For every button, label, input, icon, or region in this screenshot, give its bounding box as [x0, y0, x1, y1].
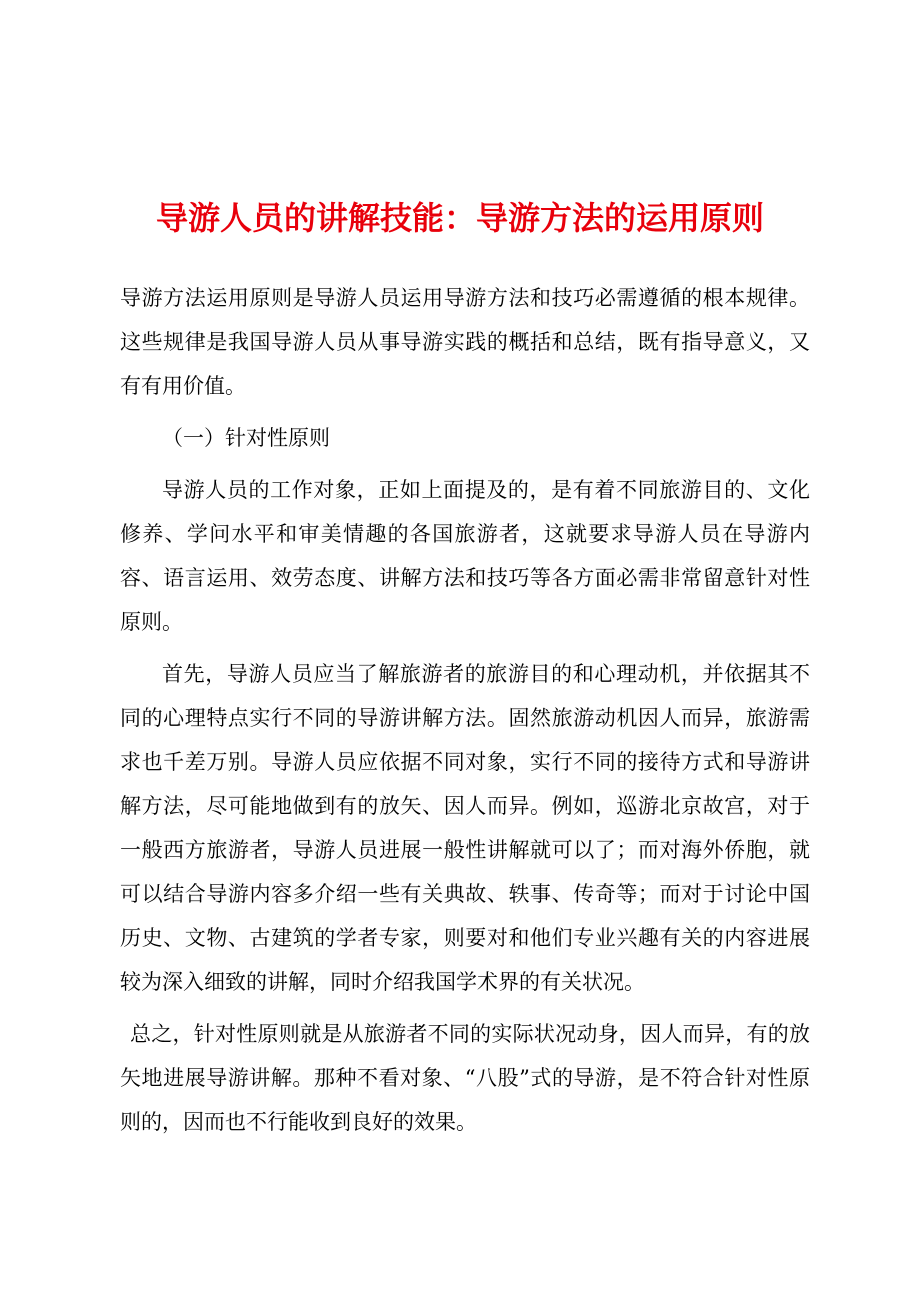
paragraph-1: 导游人员的工作对象，正如上面提及的，是有着不同旅游目的、文化修养、学问水平和审美情趣的各国旅游者，这就要求导游人员在导游内容、语言运用、效劳态度、讲解方法和技巧等各方面必需非常留意针对性原则。	[120, 478, 810, 634]
page-title: 导游人员的讲解技能：导游方法的运用原则	[155, 199, 764, 237]
paragraph-3: 总之，针对性原则就是从旅游者不同的实际状况动身，因人而异，有的放矢地进展导游讲解。那种不看对象、“八股”式的导游，是不符合针对性原则的，因而也不行能收到良好的效果。	[120, 1022, 810, 1134]
paragraph-2: 首先，导游人员应当了解旅游者的旅游目的和心理动机，并依据其不同的心理特点实行不同的导游讲解方法。固然旅游动机因人而异，旅游需求也千差万别。导游人员应依据不同对象，实行不同的接待方式和导游讲解方法，尽可能地做到有的放矢、因人而异。例如，巡游北京故宫，对于一般西方旅游者，导游人员进展一般性讲解就可以了；而对海外侨胞，就可以结合导游内容多介绍一些有关典故、轶事、传奇等；而对于讨论中国历史、文物、古建筑的学者专家，则要对和他们专业兴趣有关的内容进展较为深入细致的讲解，同时介绍我国学术界的有关状况。	[120, 662, 810, 994]
section-heading: （一）针对性原则	[162, 426, 330, 450]
intro-paragraph: 导游方法运用原则是导游人员运用导游方法和技巧必需遵循的根本规律。这些规律是我国导游人员从事导游实践的概括和总结，既有指导意义，又有有用价值。	[120, 286, 810, 398]
document-body	[120, 276, 810, 1152]
